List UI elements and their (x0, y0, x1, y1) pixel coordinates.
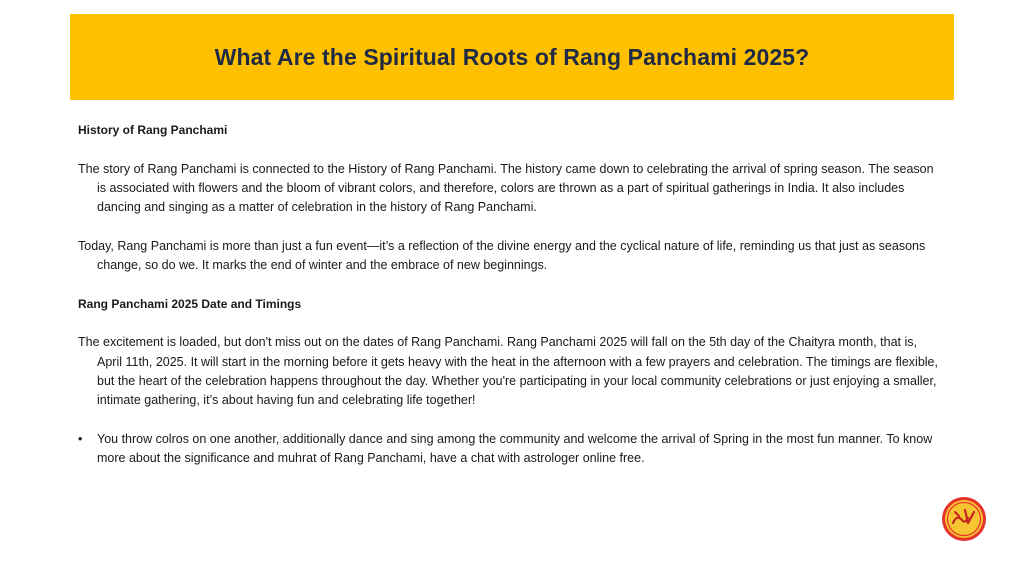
bullet-marker: • (78, 431, 83, 446)
section-heading-history: History of Rang Panchami (78, 123, 228, 137)
paragraph-history: The story of Rang Panchami is connected to the History of Rang Panchami. The history came down to celebrating the arrival of spring season. The season is associated with flowers and the bloom of vibrant colors, and therefore, colors are thrown as a part of spiritual gatherings in India. It also includes dancing and singing as a matter of celebration in the history of Rang Panchami. (78, 161, 934, 215)
bullet-item (78, 430, 944, 469)
brand-logo-icon (941, 496, 987, 542)
section-heading-date: Rang Panchami 2025 Date and Timings (78, 296, 302, 311)
slide-body (78, 121, 944, 468)
paragraph-today: Today, Rang Panchami is more than just a fun event—it’s a reflection of the divine energy and the cyclical nature of life, reminding us that just as seasons change, so do we. It marks the end of winter and the embrace of new beginnings. (78, 238, 926, 273)
title-banner (70, 14, 954, 100)
bullet-text: You throw colros on one another, additionally dance and sing among the community and welcome the arrival of Spring in the most fun manner. To know more about the significance and muhrat of Rang Panchami, have a chat with astrologer online free. (97, 431, 933, 466)
paragraph-date-timings: The excitement is loaded, but don't miss out on the dates of Rang Panchami. Rang Panchami 2025 will fall on the 5th day of the Chaityra month, that is, April 11th, 2025. It will start in the morning before it gets heavy with the heat in the afternoon with a few prayers and celebration. The timings are flexible, but the heart of the celebration happens throughout the day. Whether you're participating in your local community celebrations or just enjoying a smaller, intimate gathering, it’s about having fun and celebrating life together! (78, 335, 938, 408)
page-title: What Are the Spiritual Roots of Rang Panchami 2025? (214, 43, 810, 70)
